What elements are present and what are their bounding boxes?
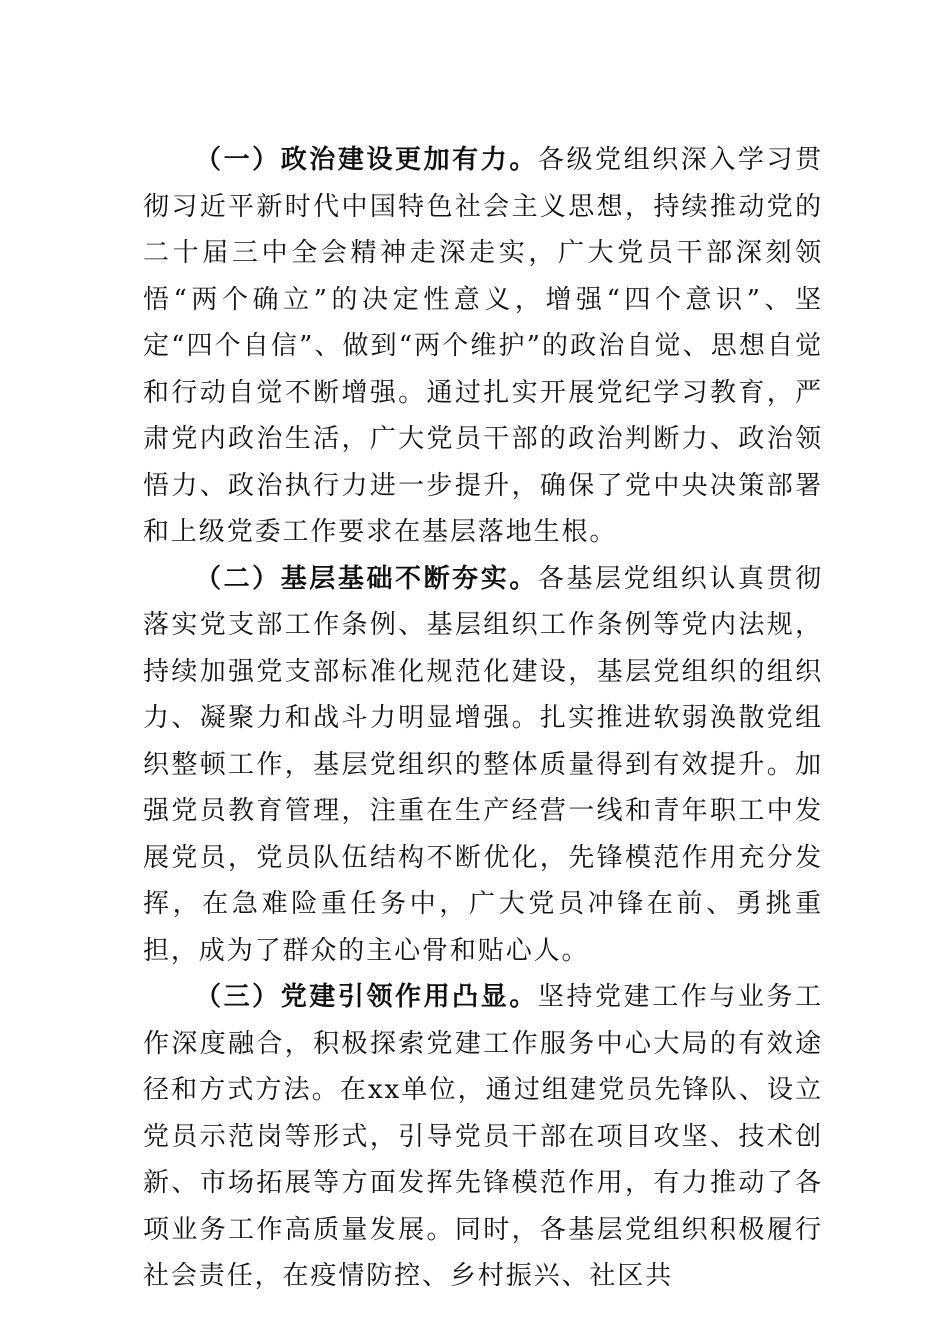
paragraph-heading: （二）基层基础不断夯实。 — [195, 563, 538, 594]
paragraph-text: 各基层党组织认真贯彻落实党支部工作条例、基层组织工作条例等党内法规，持续加强党支部标准化规范化建设，基层党组织的组织力、凝聚力和战斗力明显增强。扎实推进软弱涣散党组织整顿工作，基层党组织的整体质量得到有效提升。加强党员教育管理，注重在生产经营一线和青年职工中发展党员，党员队伍结构不断优化，先锋模范作用充分发挥，在急难险重任务中，广大党员冲锋在前、勇挑重担，成为了群众的主心骨和贴心人。 — [143, 563, 823, 966]
paragraph-political-building — [143, 137, 823, 556]
document-body — [143, 137, 823, 1300]
paragraph-text: 各级党组织深入学习贯彻习近平新时代中国特色社会主义思想，持续推动党的二十届三中全会精神走深走实，广大党员干部深刻领悟“两个确立”的决定性意义，增强“四个意识”、坚定“四个自信”、做到“两个维护”的政治自觉、思想自觉和行动自觉不断增强。通过扎实开展党纪学习教育，严肃党内政治生活，广大党员干部的政治判断力、政治领悟力、政治执行力进一步提升，确保了党中央决策部署和上级党委工作要求在基层落地生根。 — [143, 145, 823, 547]
paragraph-text: 坚持党建工作与业务工作深度融合，积极探索党建工作服务中心大局的有效途径和方式方法。在xx单位，通过组建党员先锋队、设立党员示范岗等形式，引导党员干部在项目攻坚、技术创新、市场拓展等方面发挥先锋模范作用，有力推动了各项业务工作高质量发展。同时，各基层党组织积极履行社会责任，在疫情防控、乡村振兴、社区共 — [143, 982, 823, 1291]
paragraph-heading: （三）党建引领作用凸显。 — [195, 982, 538, 1012]
paragraph-heading: （一）政治建设更加有力。 — [195, 145, 538, 175]
paragraph-grassroots-foundation — [143, 556, 823, 975]
paragraph-party-leadership — [143, 974, 823, 1300]
